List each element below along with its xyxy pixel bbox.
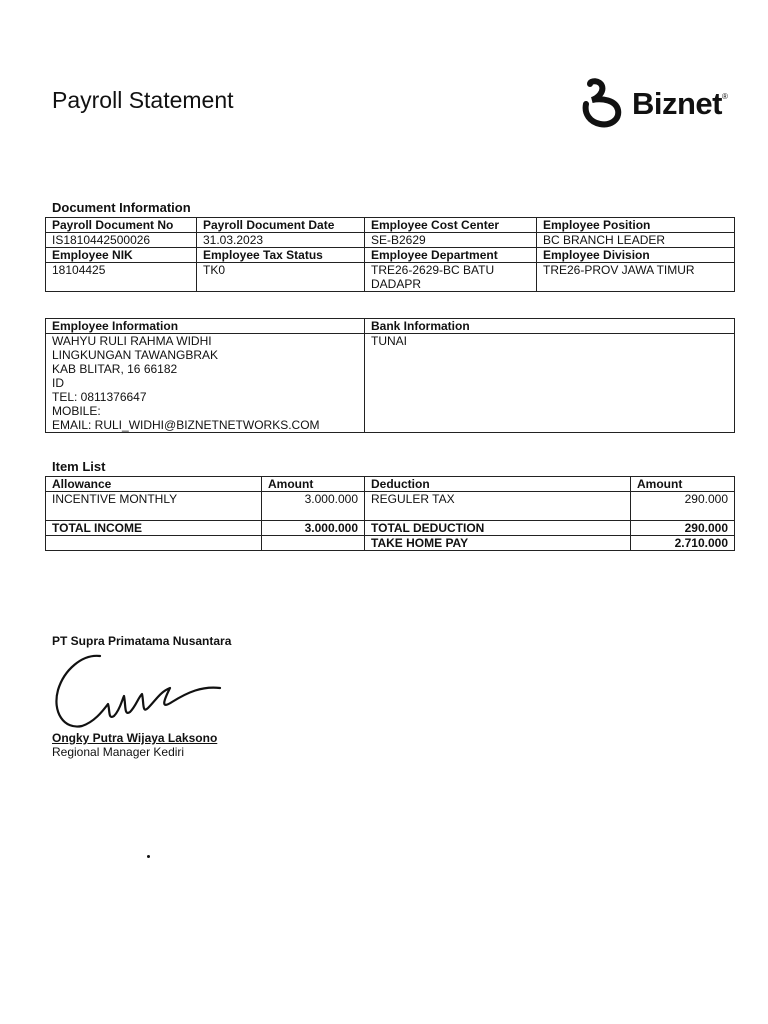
value-cell: TRE26-PROV JAWA TIMUR bbox=[537, 263, 735, 292]
empty-cell bbox=[46, 536, 262, 551]
employee-email: EMAIL: RULI_WIDHI@BIZNETNETWORKS.COM bbox=[52, 418, 320, 432]
employee-address-line: LINGKUNGAN TAWANGBRAK bbox=[52, 348, 219, 362]
value-cell: SE-B2629 bbox=[365, 233, 537, 248]
document-information-title: Document Information bbox=[52, 200, 191, 215]
brand-name: Biznet® bbox=[632, 86, 728, 121]
employee-country: ID bbox=[52, 376, 64, 390]
take-home-pay-label: TAKE HOME PAY bbox=[365, 536, 631, 551]
take-home-pay-value: 2.710.000 bbox=[631, 536, 735, 551]
value-cell: TK0 bbox=[197, 263, 365, 292]
employee-name: WAHYU RULI RAHMA WIDHI bbox=[52, 334, 212, 348]
total-income-label: TOTAL INCOME bbox=[46, 521, 262, 536]
employee-information-cell bbox=[46, 334, 365, 433]
employee-information-header: Employee Information bbox=[46, 319, 365, 334]
employee-bank-table bbox=[45, 318, 735, 433]
value-cell: 31.03.2023 bbox=[197, 233, 365, 248]
header-cell: Employee Division bbox=[537, 248, 735, 263]
signer-name: Ongky Putra Wijaya Laksono bbox=[52, 731, 218, 745]
header-cell: Employee Cost Center bbox=[365, 218, 537, 233]
total-deduction-value: 290.000 bbox=[631, 521, 735, 536]
total-deduction-label: TOTAL DEDUCTION bbox=[365, 521, 631, 536]
value-cell: BC BRANCH LEADER bbox=[537, 233, 735, 248]
header-cell: Payroll Document Date bbox=[197, 218, 365, 233]
deduction-amount-header: Amount bbox=[631, 477, 735, 492]
value-cell: TRE26-2629-BC BATU DADAPR bbox=[365, 263, 537, 292]
item-list-table bbox=[45, 476, 735, 551]
table-row bbox=[46, 334, 735, 433]
table-row bbox=[46, 521, 735, 536]
header-cell: Employee Position bbox=[537, 218, 735, 233]
page-title: Payroll Statement bbox=[52, 87, 234, 113]
deduction-amount-cell: 290.000 bbox=[631, 492, 735, 521]
allowance-cell: INCENTIVE MONTHLY bbox=[46, 492, 262, 521]
deduction-cell: REGULER TAX bbox=[365, 492, 631, 521]
table-row bbox=[46, 536, 735, 551]
signer-role: Regional Manager Kediri bbox=[52, 745, 185, 759]
bank-information-header: Bank Information bbox=[365, 319, 735, 334]
allowance-amount-header: Amount bbox=[262, 477, 365, 492]
company-name: PT Supra Primatama Nusantara bbox=[52, 634, 232, 648]
allowance-header: Allowance bbox=[46, 477, 262, 492]
table-row bbox=[46, 319, 735, 334]
table-row bbox=[46, 263, 735, 292]
biznet-logo-mark-icon bbox=[580, 78, 628, 128]
employee-city: KAB BLITAR, 16 66182 bbox=[52, 362, 178, 376]
employee-phone: TEL: 0811376647 bbox=[52, 390, 147, 404]
value-cell: IS1810442500026 bbox=[46, 233, 197, 248]
deduction-header: Deduction bbox=[365, 477, 631, 492]
header-cell: Employee NIK bbox=[46, 248, 197, 263]
total-income-value: 3.000.000 bbox=[262, 521, 365, 536]
header-cell: Payroll Document No bbox=[46, 218, 197, 233]
item-list-title: Item List bbox=[52, 459, 106, 474]
bank-information-value: TUNAI bbox=[365, 334, 735, 433]
handwritten-signature bbox=[52, 650, 232, 735]
table-row bbox=[46, 218, 735, 233]
table-row bbox=[46, 233, 735, 248]
employee-mobile: MOBILE: bbox=[52, 404, 101, 418]
biznet-logo bbox=[580, 78, 732, 128]
empty-cell bbox=[262, 536, 365, 551]
stray-dot bbox=[147, 855, 150, 858]
document-information-table bbox=[45, 217, 735, 292]
header-cell: Employee Tax Status bbox=[197, 248, 365, 263]
table-row bbox=[46, 248, 735, 263]
table-row bbox=[46, 492, 735, 521]
allowance-amount-cell: 3.000.000 bbox=[262, 492, 365, 521]
header-cell: Employee Department bbox=[365, 248, 537, 263]
table-row bbox=[46, 477, 735, 492]
value-cell: 18104425 bbox=[46, 263, 197, 292]
